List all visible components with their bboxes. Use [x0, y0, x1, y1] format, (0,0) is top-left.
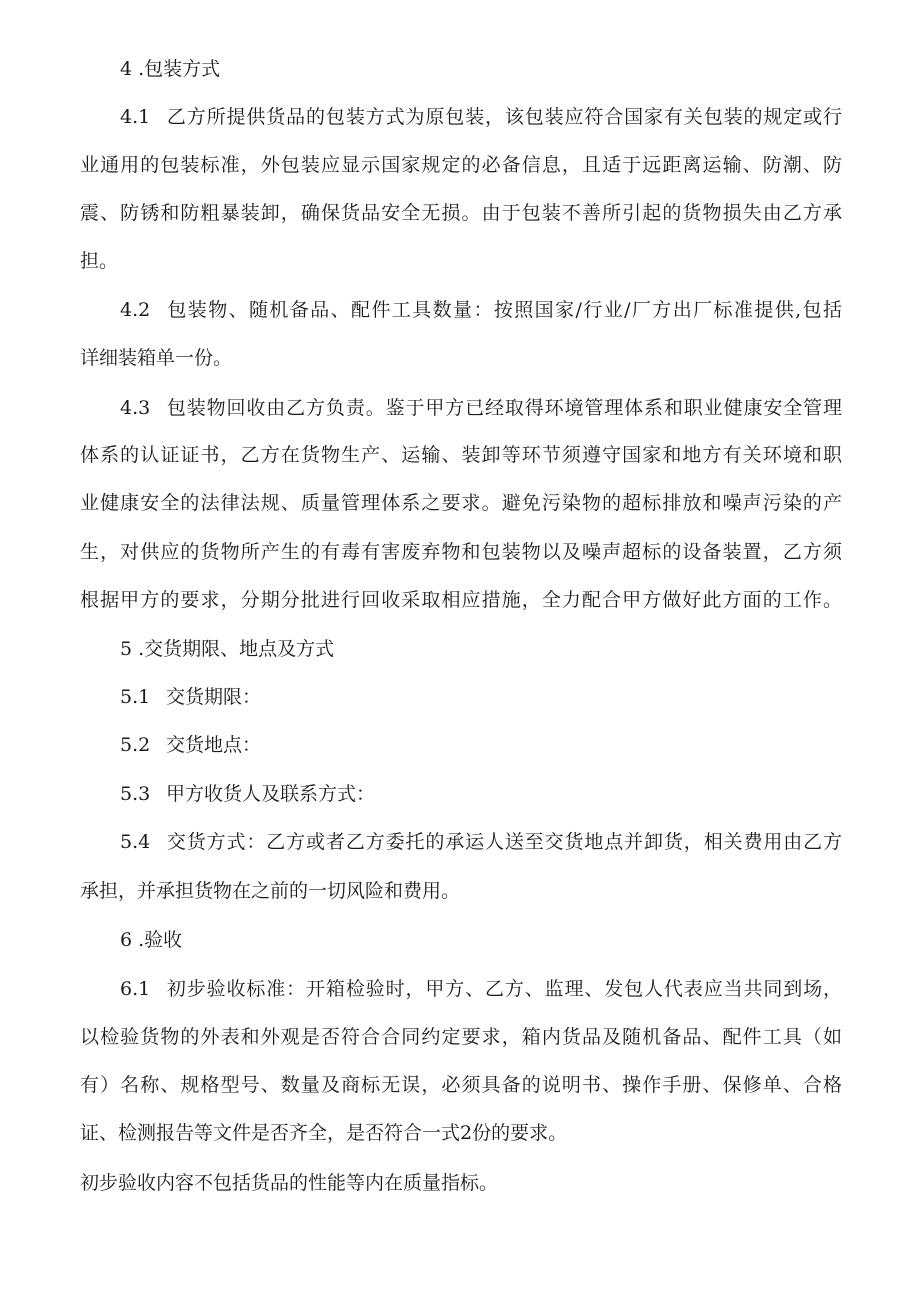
paragraph-4-3-line-5: 根据甲方的要求，分期分批进行回收采取相应措施，全力配合甲方做好此方面的工作。	[80, 589, 842, 611]
paragraph-4-3-line-4: 生，对供应的货物所产生的有毒有害废弃物和包装物以及噪声超标的设备装置，乙方须	[80, 541, 842, 563]
clause-number-5-1: 5.1	[120, 686, 151, 708]
clause-number-5-2: 5.2	[120, 734, 151, 756]
paragraph-4-3-line-1: 4.3 包装物回收由乙方负责。鉴于甲方已经取得环境管理体系和职业健康安全管理	[120, 397, 842, 419]
paragraph-5-1: 5.1 交货期限：	[120, 686, 262, 708]
paragraph-4-2-line-2: 详细装箱单一份。	[80, 347, 233, 369]
paragraph-6-1-line-1: 6.1 初步验收标准：开箱检验时，甲方、乙方、监理、发包人代表应当共同到场，	[120, 978, 842, 1000]
paragraph-4-1-line-1: 4.1 乙方所提供货品的包装方式为原包装，该包装应符合国家有关包装的规定或行	[120, 106, 842, 128]
clause-number-5-3: 5.3	[120, 783, 151, 805]
paragraph-4-3-line-2: 体系的认证证书，乙方在货物生产、运输、装卸等环节须遵守国家和地方有关环境和职	[80, 444, 842, 466]
clause-number-4-2: 4.2	[120, 299, 151, 321]
paragraph-6-1-line-2: 以检验货物的外表和外观是否符合合同约定要求，箱内货品及随机备品、配件工具（如	[80, 1026, 842, 1048]
section-heading-6: 6 .验收	[120, 929, 183, 951]
paragraph-4-2-line-1: 4.2 包装物、随机备品、配件工具数量：按照国家/行业/厂方出厂标准提供,包括	[120, 299, 842, 321]
clause-number-6-1: 6.1	[120, 978, 151, 1000]
clause-number-5-4: 5.4	[120, 831, 151, 853]
paragraph-5-2: 5.2 交货地点：	[120, 734, 262, 756]
paragraph-4-1-line-2: 业通用的包装标准，外包装应显示国家规定的必备信息，且适于远距离运输、防潮、防	[80, 154, 842, 176]
paragraph-4-1-line-3: 震、防锈和防粗暴装卸，确保货品安全无损。由于包装不善所引起的货物损失由乙方承	[80, 202, 842, 224]
clause-number-4-3: 4.3	[120, 397, 151, 419]
paragraph-6-1-line-3: 有）名称、规格型号、数量及商标无误，必须具备的说明书、操作手册、保修单、合格	[80, 1074, 842, 1096]
paragraph-4-3-line-3: 业健康安全的法律法规、质量管理体系之要求。避免污染物的超标排放和噪声污染的产	[80, 492, 842, 514]
clause-number-4-1: 4.1	[120, 106, 151, 128]
paragraph-4-1-line-4: 担。	[80, 250, 119, 272]
section-heading-5: 5 .交货期限、地点及方式	[120, 638, 335, 660]
paragraph-5-4-line-1: 5.4 交货方式：乙方或者乙方委托的承运人送至交货地点并卸货，相关费用由乙方	[120, 831, 842, 853]
paragraph-6-1-line-4: 证、检测报告等文件是否齐全，是否符合一式2份的要求。	[80, 1122, 568, 1144]
closing-line: 初步验收内容不包括货品的性能等内在质量指标。	[80, 1172, 499, 1194]
paragraph-5-3: 5.3 甲方收货人及联系方式：	[120, 783, 376, 805]
section-heading-4: 4 .包装方式	[120, 58, 221, 80]
paragraph-5-4-line-2: 承担，并承担货物在之前的一切风险和费用。	[80, 880, 461, 902]
